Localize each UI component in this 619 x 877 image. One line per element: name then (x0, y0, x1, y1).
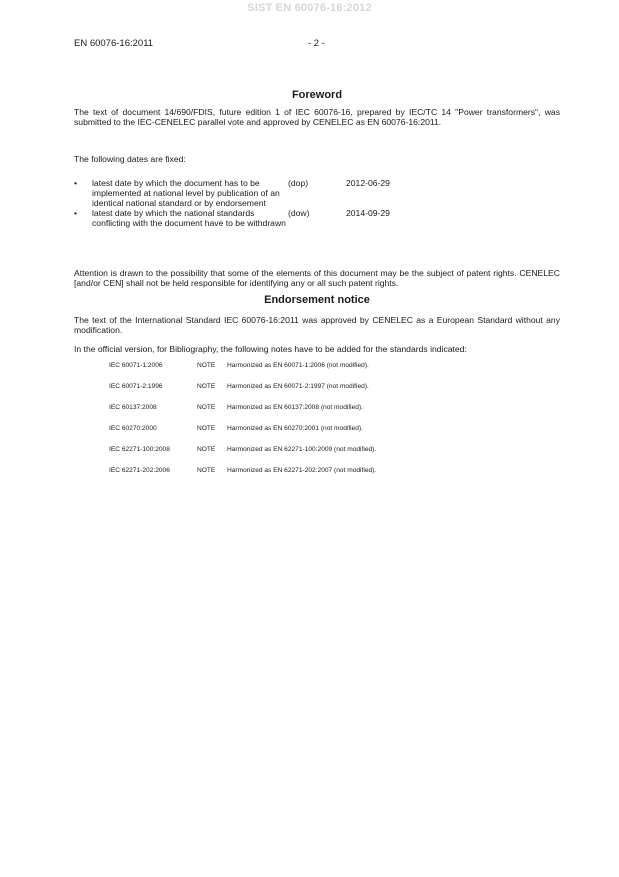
date-row-dow (74, 208, 560, 228)
note-label: NOTE (197, 404, 216, 411)
note-row (109, 424, 376, 445)
date-value: 2012-06-29 (346, 178, 390, 188)
note-row (109, 361, 376, 382)
attention-paragraph: Attention is drawn to the possibility that some of the elements of this document may be the subject of patent rights. CENELEC [and/or CEN] shall not be held responsible for identifying any or all such patent rights. (74, 268, 560, 288)
date-description: latest date by which the national standards conflicting with the document have to be withdrawn (92, 208, 286, 228)
note-text: Harmonized as EN 62271-100:2009 (not modified). (227, 446, 377, 453)
date-value: 2014-09-29 (346, 208, 390, 218)
note-label: NOTE (197, 467, 216, 474)
dates-intro: The following dates are fixed: (74, 154, 186, 164)
note-standard: IEC 60270:2000 (109, 425, 157, 432)
note-text: Harmonized as EN 62271-202:2007 (not modified). (227, 467, 377, 474)
note-standard: IEC 60071-2:1996 (109, 383, 163, 390)
dates-table (74, 178, 560, 228)
note-standard: IEC 60137:2008 (109, 404, 157, 411)
note-standard: IEC 60071-1:2006 (109, 362, 163, 369)
foreword-title: Foreword (291, 89, 343, 101)
note-row (109, 403, 376, 424)
date-abbr: (dop) (288, 178, 309, 188)
document-id: EN 60076-16:2011 (74, 38, 154, 49)
bibliography-notes (109, 361, 376, 487)
note-label: NOTE (197, 362, 216, 369)
date-abbr: (dow) (288, 208, 310, 218)
date-description: latest date by which the document has to be implemented at national level by publication of an identical national standard or by endorsement (92, 178, 280, 208)
endorsement-title: Endorsement notice (264, 294, 370, 306)
foreword-paragraph: The text of document 14/690/FDIS, future edition 1 of IEC 60076-16, prepared by IEC/TC 14 "Power transformers", was submitted to the IEC-CENELEC parallel vote and approved by CENELEC as EN 60076-16:2011. (74, 107, 560, 127)
note-text: Harmonized as EN 60071-1:2006 (not modified). (227, 362, 369, 369)
note-label: NOTE (197, 446, 216, 453)
note-row (109, 466, 376, 487)
watermark: SIST EN 60076-16:2012 (247, 2, 372, 14)
page-number: - 2 - (308, 38, 325, 49)
bullet: • (74, 178, 78, 188)
endorsement-paragraph: The text of the International Standard IEC 60076-16:2011 was approved by CENELEC as a European Standard without any modification. (74, 315, 560, 335)
note-text: Harmonized as EN 60270:2001 (not modified). (227, 425, 363, 432)
note-text: Harmonized as EN 60137:2008 (not modified). (227, 404, 363, 411)
date-row-dop (74, 178, 560, 208)
note-row (109, 445, 376, 466)
note-text: Harmonized as EN 60071-2:1997 (not modified). (227, 383, 369, 390)
note-standard: IEC 62271-202:2006 (109, 467, 170, 474)
note-label: NOTE (197, 383, 216, 390)
bibliography-intro: In the official version, for Bibliography, the following notes have to be added for the standards indicated: (74, 344, 467, 354)
note-standard: IEC 62271-100:2008 (109, 446, 170, 453)
page-content (74, 88, 560, 487)
note-row (109, 382, 376, 403)
note-label: NOTE (197, 425, 216, 432)
bullet: • (74, 208, 78, 218)
